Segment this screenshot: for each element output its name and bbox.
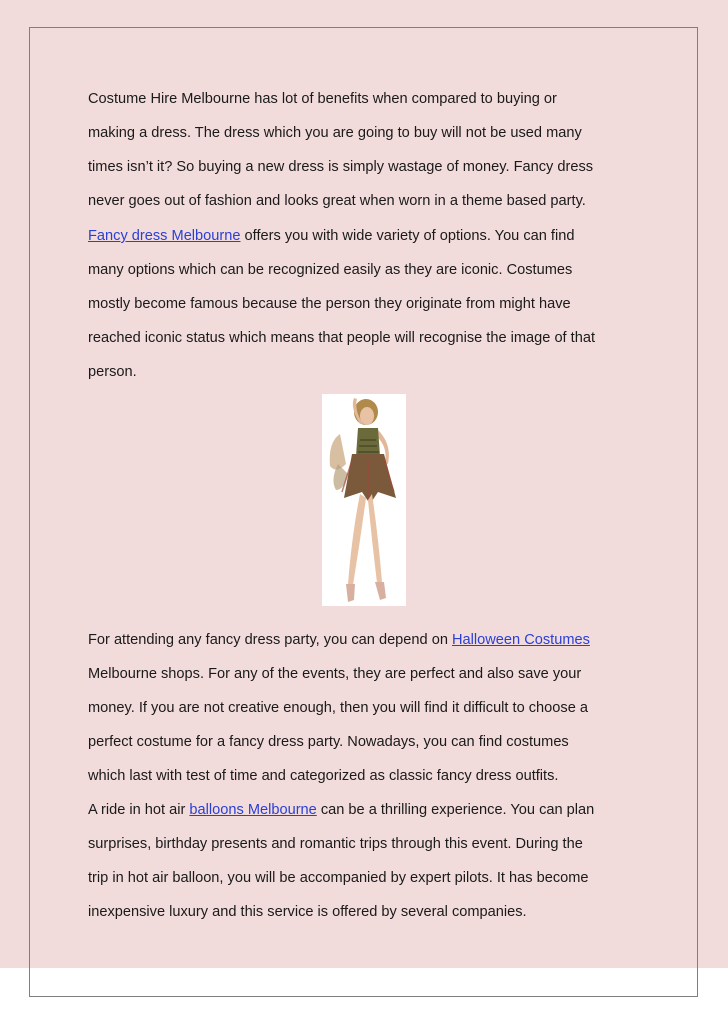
text-line [88, 868, 589, 888]
text-line [88, 157, 593, 177]
text-line [88, 630, 590, 650]
text-line [88, 800, 594, 820]
text-segment: times isn’t it? So buying a new dress is simply wastage of money. Fancy dress [88, 159, 594, 175]
text-line [88, 123, 582, 143]
text-line [88, 732, 569, 752]
text-line [88, 902, 527, 922]
text-segment: money. If you are not creative enough, then you will find it difficult to choose a [88, 700, 588, 716]
text-line [88, 362, 137, 382]
text-segment: inexpensive luxury and this service is offered by several companies. [88, 904, 527, 920]
text-segment: For attending any fancy dress party, you can depend on [88, 632, 452, 648]
text-segment: can be a thrilling experience. You can plan [316, 802, 595, 818]
text-line [88, 226, 574, 246]
hyperlink[interactable]: Fancy dress Melbourne [88, 228, 241, 244]
text-line [88, 294, 571, 314]
text-line [88, 328, 595, 348]
text-segment: mostly become famous because the person they originate from might have [88, 296, 571, 312]
hyperlink[interactable]: Halloween Costumes [452, 632, 590, 648]
text-segment: Costume Hire Melbourne has lot of benefits when compared to buying or [88, 91, 557, 107]
text-segment: never goes out of fashion and looks great when worn in a theme based party. [88, 193, 586, 209]
text-segment: making a dress. The dress which you are going to buy will not be used many [88, 125, 582, 141]
text-line [88, 698, 588, 718]
text-segment: offers you with wide variety of options. You can find [240, 228, 575, 244]
fairy-costume-photo-icon [322, 394, 406, 606]
text-segment: trip in hot air balloon, you will be accompanied by expert pilots. It has become [88, 870, 589, 886]
text-segment: A ride in hot air [88, 802, 190, 818]
text-line [88, 191, 586, 211]
text-segment: reached iconic status which means that people will recognise the image of that [88, 330, 596, 346]
text-segment: Melbourne shops. For any of the events, they are perfect and also save your [88, 666, 582, 682]
text-line [88, 664, 581, 684]
text-line [88, 834, 583, 854]
text-line [88, 89, 557, 109]
text-line [88, 766, 558, 786]
text-segment: many options which can be recognized easily as they are iconic. Costumes [88, 262, 573, 278]
text-segment: which last with test of time and categorized as classic fancy dress outfits. [88, 768, 559, 784]
hyperlink[interactable]: balloons Melbourne [189, 802, 317, 818]
costume-image [322, 394, 406, 606]
text-line [88, 260, 572, 280]
text-segment: surprises, birthday presents and romantic trips through this event. During the [88, 836, 583, 852]
text-segment: person. [88, 364, 137, 380]
text-segment: perfect costume for a fancy dress party. Nowadays, you can find costumes [88, 734, 569, 750]
